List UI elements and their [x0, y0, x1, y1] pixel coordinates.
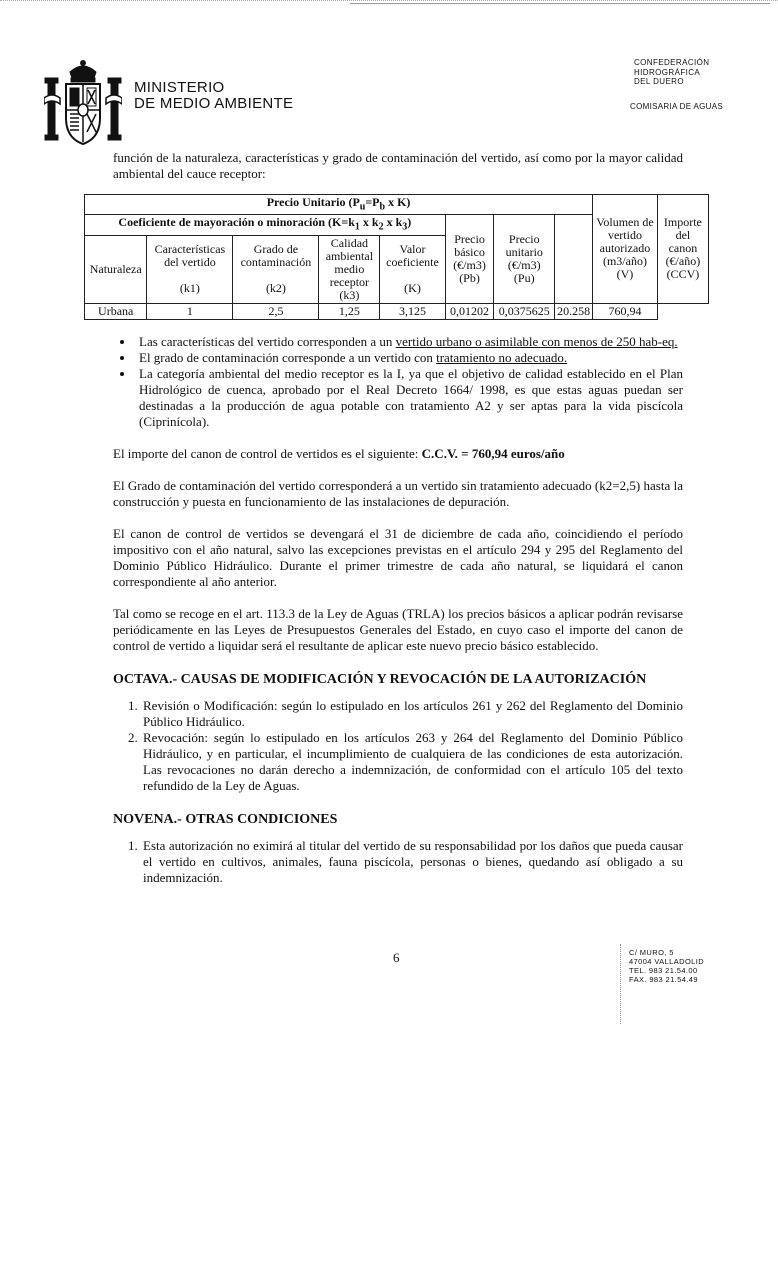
- bullet-3-text: La categoría ambiental del medio receptor es la I, ya que el objetivo de calidad establecido en el Plan Hidrológico de cuenca, aprobado por el Real Decreto 1664/ 1998, es que estas aguas puedan ser destinadas a la producción de agua potable con tratamiento A2 y ser aptas para la vida piscícola (Ciprinícola).: [139, 365, 683, 429]
- spanish-coat-of-arms-icon: [44, 58, 122, 148]
- cell-k1: 1: [147, 303, 233, 319]
- col-grado-sym: (k2): [265, 281, 286, 296]
- col-caracteristicas-label: Características del vertido: [154, 242, 226, 270]
- col-precio-unitario-unit: (€/m3): [507, 258, 541, 273]
- footer-divider: [620, 944, 621, 1024]
- octava-list: [113, 698, 683, 794]
- bullet-2-text: El grado de contaminación corresponde a un vertido con: [139, 349, 437, 365]
- devengo-paragraph: El canon de control de vertidos se devengará el 31 de diciembre de cada año, coincidiendo el período impositivo con el año natural, salvo las excepciones previstas en el artículo 294 y 295 del Reglamento del Dominio Público Hidráulico. Durante el primer trimestre de cada año natural, se liquidará el canon correspondiente al año anterior.: [113, 525, 683, 589]
- address-fax: FAX. 983 21.54.49: [629, 975, 698, 984]
- address-city: 47004 VALLADOLID: [629, 957, 705, 966]
- cell-pb: 0,01202: [445, 303, 494, 319]
- col-calidad: [319, 235, 380, 303]
- col-volumen: [593, 195, 658, 304]
- list-item: 2. Revocación: según lo estipulado en los artículos 263 y 264 del Reglamento del Dominio Público Hidráulico, y en particular, el incumplimiento de cualquiera de las condiciones de esta autorización. Las revocaciones no darán derecho a indemnización, de conformidad con el artículo 105 del texto refundido de la Ley de Aguas.: [141, 730, 683, 794]
- importe-text: El importe del canon de control de vertidos es el siguiente:: [113, 445, 422, 461]
- scan-top-rule: [350, 3, 770, 4]
- list-item: [135, 334, 683, 350]
- col-calidad-label: Calidad ambiental medio receptor: [325, 235, 374, 289]
- importe-value: C.C.V. = 760,94 euros/año: [421, 445, 565, 461]
- bullet-list: [113, 334, 683, 430]
- col-valor-label: Valor coeficiente: [386, 242, 439, 270]
- cell-k2: 2,5: [233, 303, 319, 319]
- cell-K: 3,125: [380, 303, 445, 319]
- importe-paragraph: [113, 446, 683, 462]
- list-item: [135, 350, 683, 366]
- ministry-line-1: MINISTERIO: [134, 79, 225, 96]
- col-importe-unit: (€/año): [665, 254, 701, 269]
- page-body: [89, 150, 702, 886]
- cell-v: 20.258: [555, 303, 593, 319]
- col-precio-unitario: [494, 215, 555, 303]
- cell-pu: 0,0375625: [494, 303, 555, 319]
- list-item: 1. Esta autorización no eximirá al titular del vertido de su responsabilidad por los daños que pueda causar el vertido en cultivos, animales, fauna piscícola, personas o bienes, quedando así obligado a su indemnización.: [141, 838, 683, 886]
- col-importe-label: Importe del canon: [663, 215, 702, 256]
- col-naturaleza: Naturaleza: [85, 235, 147, 303]
- novena-list: [113, 838, 683, 886]
- grado-paragraph: El Grado de contaminación del vertido corresponderá a un vertido sin tratamiento adecuado (k2=2,5) hasta la construcción y puesta en funcionamiento de las instalaciones de depuración.: [113, 477, 683, 509]
- col-valor: [380, 235, 445, 303]
- table-row: [85, 303, 709, 319]
- confed-line-1: CONFEDERACIÓN: [634, 58, 710, 67]
- trla-paragraph: Tal como se recoge en el art. 113.3 de la Ley de Aguas (TRLA) los precios básicos a aplicar podrán revisarse periódicamente en las Leyes de Presupuestos Generales del Estado, en cuyo caso el importe del canon de control de vertido a liquidar será el resultante de aplicar este nuevo precio básico establecido.: [113, 605, 683, 653]
- col-caracteristicas: [147, 235, 233, 303]
- col-precio-basico-label: Precio básico: [454, 232, 485, 260]
- confederacion-block: [634, 58, 709, 87]
- canon-table: [84, 194, 709, 320]
- col-volumen-sym: (V): [616, 267, 634, 282]
- confed-line-2: HIDROGRÁFICA: [634, 67, 701, 77]
- confed-line-3: DEL DUERO: [634, 77, 684, 86]
- col-grado: [233, 235, 319, 303]
- col-precio-unitario-label: Precio unitario: [505, 232, 543, 260]
- col-precio-basico-sym: (Pb): [459, 271, 480, 286]
- precio-unitario-header: Precio Unitario ($P_u=P_b$ x K): [85, 195, 593, 215]
- col-volumen-unit: (m3/año): [602, 254, 647, 269]
- col-importe: [657, 195, 708, 304]
- intro-paragraph: función de la naturaleza, características y grado de contaminación del vertido, así como por la mayor calidad ambiental del cauce receptor:: [113, 150, 683, 181]
- cell-k3: 1,25: [319, 303, 380, 319]
- cell-ccv: 760,94: [593, 303, 658, 319]
- coeficiente-header: Coeficiente de mayoración o minoración ($K=k_1$ x $k_2$ x $k_3$): [85, 215, 446, 235]
- comisaria-label: COMISARIA DE AGUAS: [630, 102, 723, 111]
- col-importe-sym: (CCV): [666, 267, 700, 282]
- novena-title: NOVENA.- OTRAS CONDICIONES: [113, 811, 338, 827]
- col-precio-unitario-sym: (Pu): [513, 271, 535, 286]
- octava-title: OCTAVA.- CAUSAS DE MODIFICACIÓN Y REVOCACIÓN DE LA AUTORIZACIÓN: [113, 671, 647, 687]
- col-caracteristicas-sym: (k1): [179, 281, 200, 296]
- col-precio-basico: [445, 215, 494, 303]
- ministry-line-2: DE MEDIO AMBIENTE: [134, 95, 294, 112]
- address-street: C/ MURO, 5: [629, 948, 674, 957]
- col-precio-basico-unit: (€/m3): [453, 258, 486, 273]
- bullet-1-text: Las características del vertido corresponden a un: [139, 333, 396, 349]
- list-item: 1. Revisión o Modificación: según lo estipulado en los artículos 261 y 262 del Reglamento del Dominio Público Hidráulico.: [141, 698, 683, 730]
- page-number: 6: [393, 950, 400, 965]
- bullet-2-underlined: tratamiento no adecuado.: [436, 349, 568, 365]
- col-valor-sym: (K): [404, 281, 421, 296]
- col-volumen-label: Volumen de vertido autorizado: [596, 215, 654, 256]
- col-grado-label: Grado de contaminación: [240, 242, 312, 270]
- cell-naturaleza: Urbana: [85, 303, 147, 319]
- bullet-1-underlined: vertido urbano o asimilable con menos de 250 hab-eq.: [395, 333, 678, 349]
- address-tel: TEL. 983 21.54.00: [629, 966, 698, 975]
- col-calidad-sym: (k3): [339, 287, 360, 302]
- list-item: [135, 366, 683, 430]
- footer-address: [629, 948, 704, 984]
- ministry-name: [134, 80, 293, 112]
